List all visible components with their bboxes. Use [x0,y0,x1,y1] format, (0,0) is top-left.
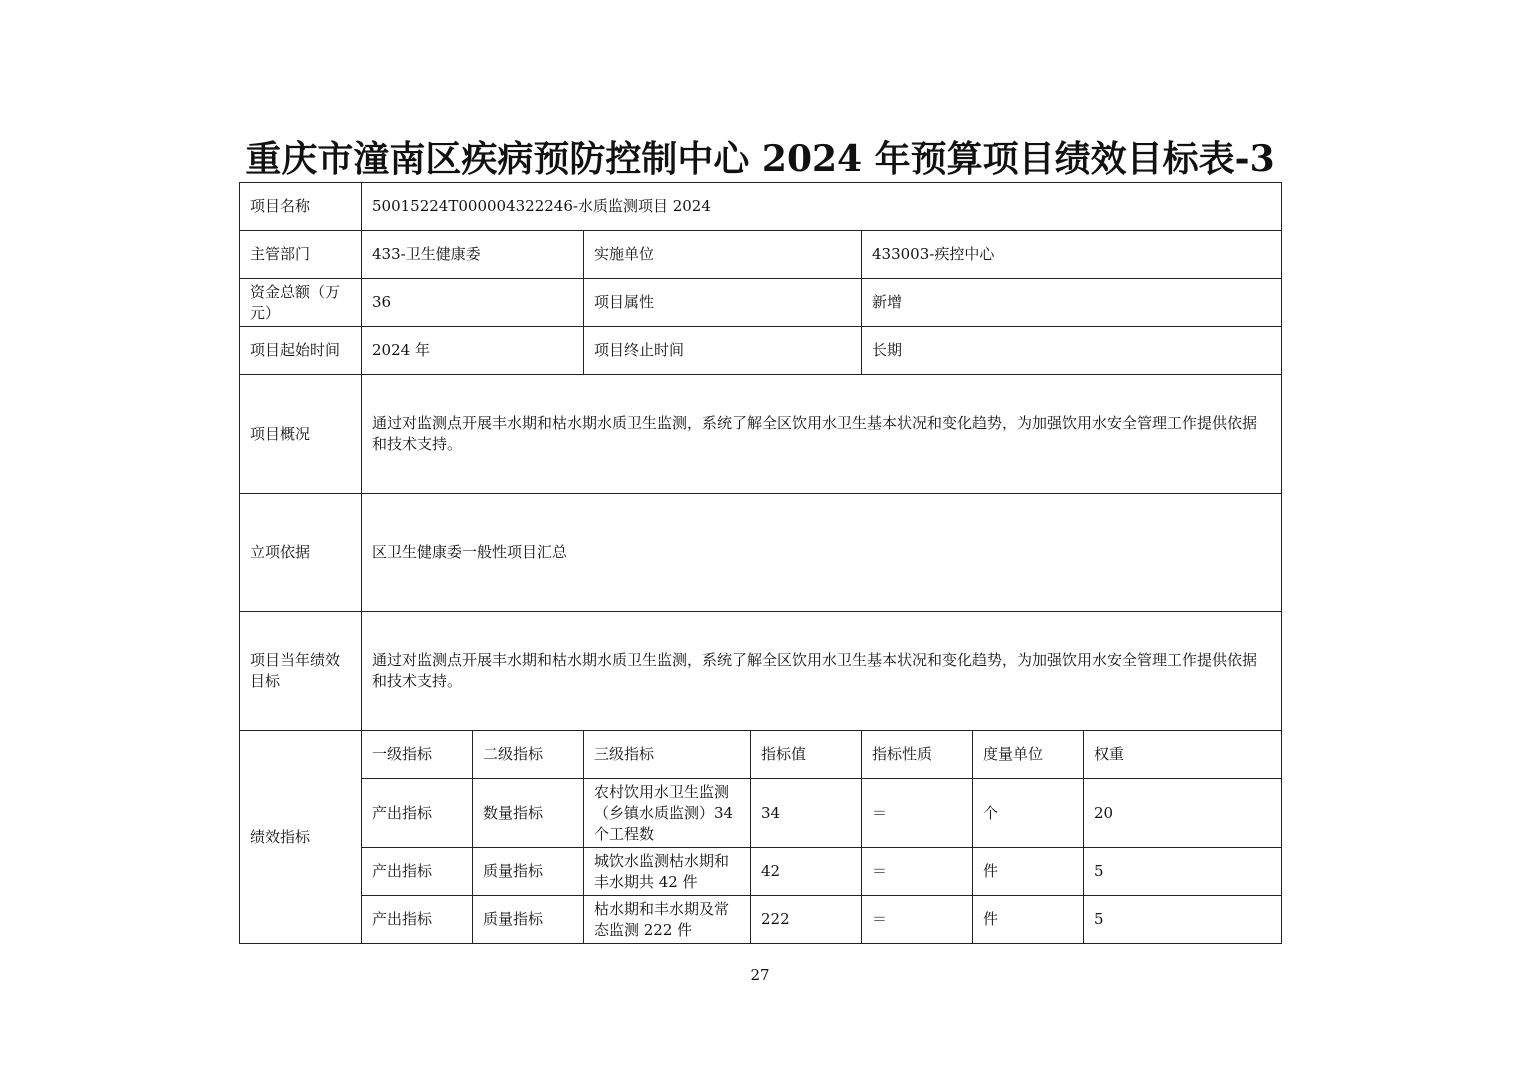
indicator-nature: ＝ [862,896,973,944]
indicator-row [240,848,1282,896]
basis-value: 区卫生健康委一般性项目汇总 [362,494,1282,612]
row-basis [240,494,1282,612]
total-funds-value: 36 [362,279,584,327]
indicator-unit: 件 [973,848,1084,896]
basis-label: 立项依据 [240,494,362,612]
implementer-label: 实施单位 [584,231,862,279]
row-total-funds [240,279,1282,327]
row-department [240,231,1282,279]
page-number: 27 [750,966,770,984]
indicator-nature: ＝ [862,779,973,848]
indicator-header-value: 指标值 [751,731,862,779]
indicator-level1: 产出指标 [362,848,473,896]
total-funds-label: 资金总额（万元） [240,279,362,327]
indicator-row [240,896,1282,944]
indicator-weight: 20 [1084,779,1282,848]
indicator-header-weight: 权重 [1084,731,1282,779]
indicator-unit: 件 [973,896,1084,944]
project-name-value: 50015224T000004322246-水质监测项目 2024 [362,183,1282,231]
row-project-name [240,183,1282,231]
indicator-weight: 5 [1084,896,1282,944]
overview-label: 项目概况 [240,375,362,494]
indicator-level2: 数量指标 [473,779,584,848]
annual-goal-label: 项目当年绩效目标 [240,612,362,731]
project-attr-value: 新增 [862,279,1282,327]
end-time-label: 项目终止时间 [584,327,862,375]
annual-goal-value: 通过对监测点开展丰水期和枯水期水质卫生监测，系统了解全区饮用水卫生基本状况和变化趋势，为加强饮用水安全管理工作提供依据和技术支持。 [362,612,1282,731]
department-value: 433-卫生健康委 [362,231,584,279]
indicator-unit: 个 [973,779,1084,848]
start-time-label: 项目起始时间 [240,327,362,375]
indicator-header-row [240,731,1282,779]
indicator-header-level1: 一级指标 [362,731,473,779]
indicator-value: 222 [751,896,862,944]
indicator-level1: 产出指标 [362,779,473,848]
indicator-header-level2: 二级指标 [473,731,584,779]
indicator-header-level3: 三级指标 [584,731,751,779]
indicator-header-nature: 指标性质 [862,731,973,779]
implementer-value: 433003-疾控中心 [862,231,1282,279]
indicator-value: 42 [751,848,862,896]
start-time-value: 2024 年 [362,327,584,375]
indicator-header-unit: 度量单位 [973,731,1084,779]
indicator-level1: 产出指标 [362,896,473,944]
indicator-row [240,779,1282,848]
indicator-level3: 农村饮用水卫生监测（乡镇水质监测）34 个工程数 [584,779,751,848]
indicators-label: 绩效指标 [240,731,362,944]
indicator-nature: ＝ [862,848,973,896]
project-name-label: 项目名称 [240,183,362,231]
indicator-weight: 5 [1084,848,1282,896]
department-label: 主管部门 [240,231,362,279]
end-time-value: 长期 [862,327,1282,375]
indicator-value: 34 [751,779,862,848]
indicator-level3: 枯水期和丰水期及常态监测 222 件 [584,896,751,944]
row-time [240,327,1282,375]
project-attr-label: 项目属性 [584,279,862,327]
row-annual-goal [240,612,1282,731]
indicator-level3: 城饮水监测枯水期和丰水期共 42 件 [584,848,751,896]
performance-target-table [239,182,1282,944]
overview-value: 通过对监测点开展丰水期和枯水期水质卫生监测，系统了解全区饮用水卫生基本状况和变化趋势，为加强饮用水安全管理工作提供依据和技术支持。 [362,375,1282,494]
page-title: 重庆市潼南区疾病预防控制中心 2024 年预算项目绩效目标表-3 [245,138,1275,180]
indicator-level2: 质量指标 [473,848,584,896]
row-overview [240,375,1282,494]
indicator-level2: 质量指标 [473,896,584,944]
